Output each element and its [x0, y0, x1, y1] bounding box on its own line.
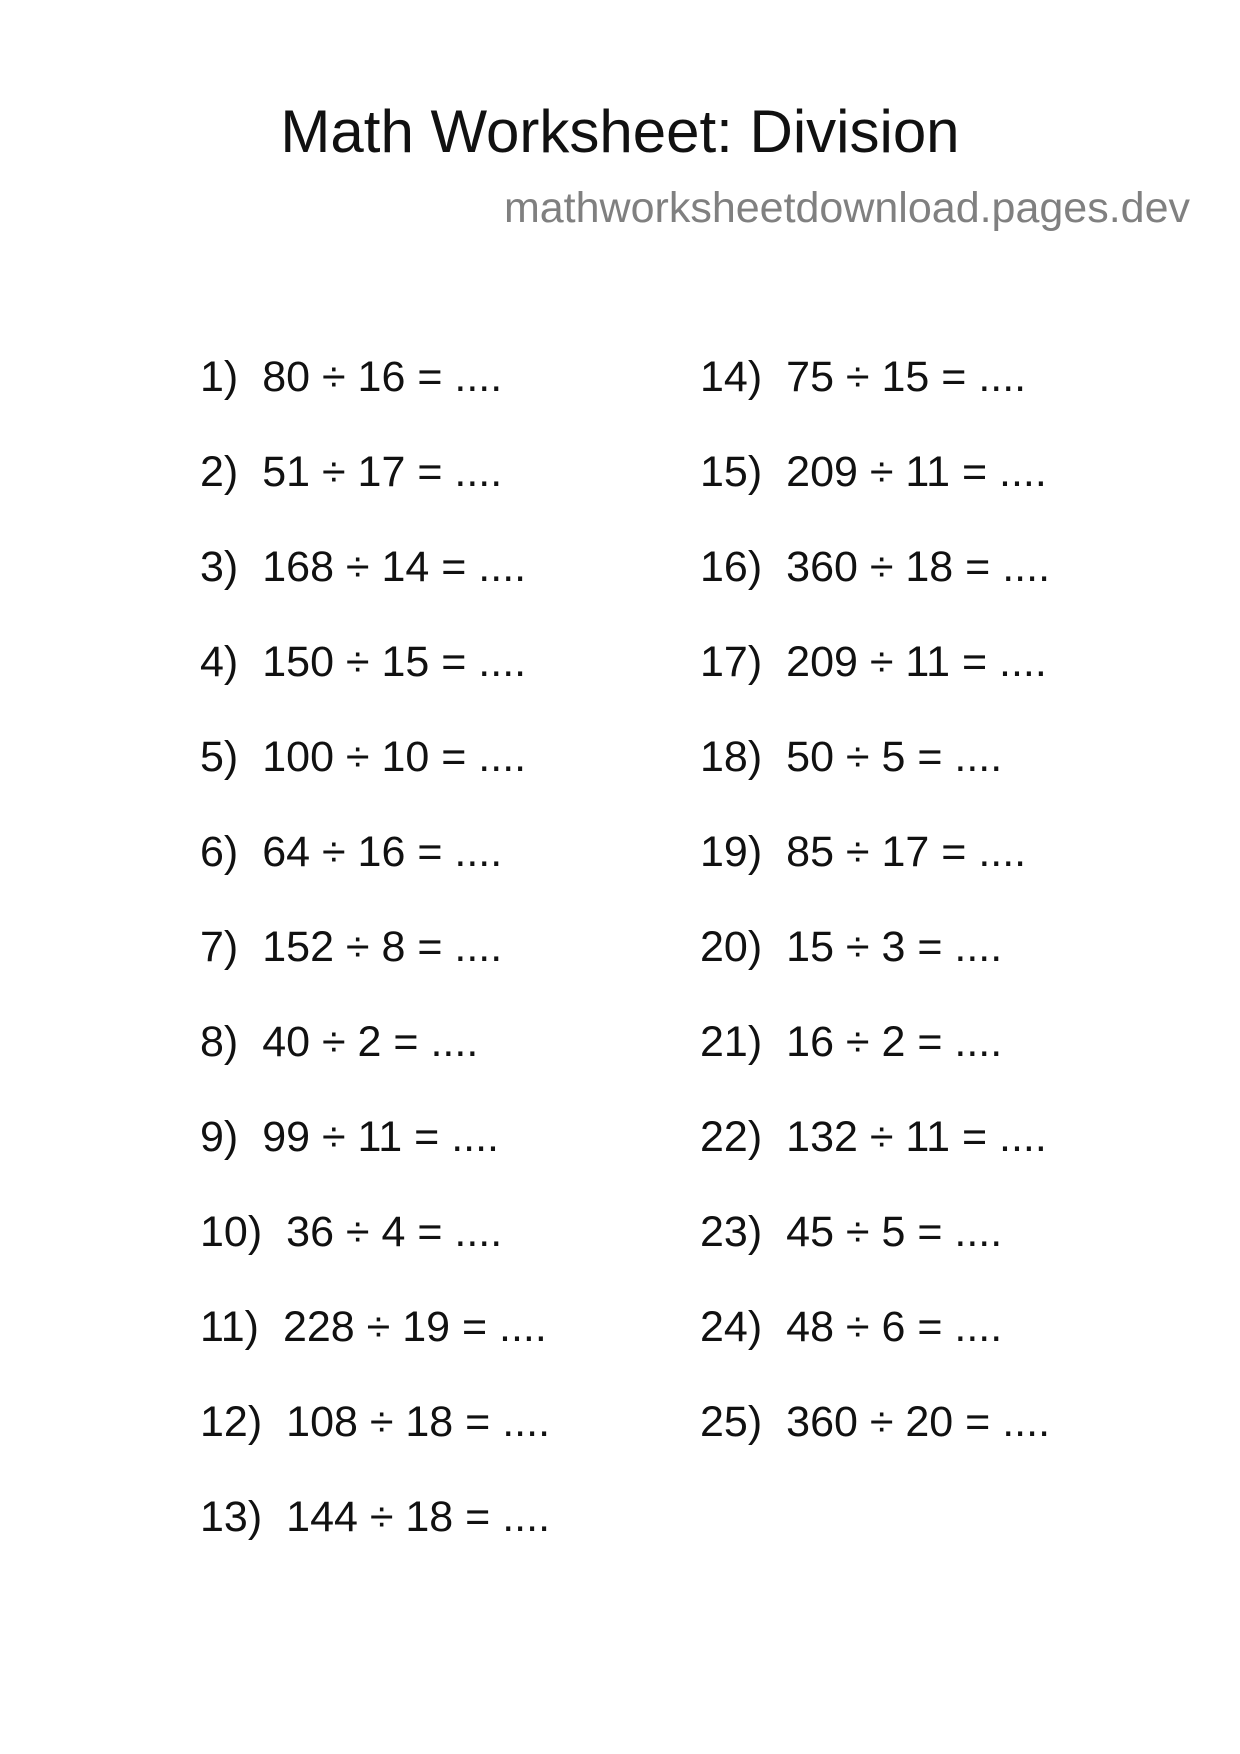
- problem-2: [200, 445, 550, 540]
- problem-number: 22): [700, 1113, 763, 1161]
- worksheet-title: Math Worksheet: Division: [280, 98, 960, 165]
- problem-expression: 209 ÷ 11 = ....: [786, 448, 1047, 496]
- problem-expression: 144 ÷ 18 = ....: [286, 1493, 551, 1541]
- problem-expression: 132 ÷ 11 = ....: [786, 1113, 1047, 1161]
- problem-expression: 16 ÷ 2 = ....: [786, 1018, 1003, 1066]
- problem-1: [200, 350, 550, 445]
- problem-expression: 85 ÷ 17 = ....: [786, 828, 1027, 876]
- problem-number: 23): [700, 1208, 763, 1256]
- problem-column-right: [700, 350, 1050, 1490]
- problem-7: [200, 920, 550, 1015]
- problem-13: [200, 1490, 550, 1585]
- problem-expression: 15 ÷ 3 = ....: [786, 923, 1003, 971]
- problem-20: [700, 920, 1050, 1015]
- problem-18: [700, 730, 1050, 825]
- problem-25: [700, 1395, 1050, 1490]
- problem-6: [200, 825, 550, 920]
- problem-number: 9): [200, 1113, 239, 1161]
- problem-expression: 64 ÷ 16 = ....: [262, 828, 503, 876]
- problem-number: 3): [200, 543, 239, 591]
- problem-expression: 80 ÷ 16 = ....: [262, 353, 503, 401]
- problem-column-left: [200, 350, 550, 1585]
- problem-17: [700, 635, 1050, 730]
- problem-expression: 51 ÷ 17 = ....: [262, 448, 503, 496]
- problem-number: 17): [700, 638, 763, 686]
- problem-number: 25): [700, 1398, 763, 1446]
- problem-11: [200, 1300, 550, 1395]
- problem-number: 10): [200, 1208, 263, 1256]
- problem-number: 12): [200, 1398, 263, 1446]
- problem-number: 1): [200, 353, 239, 401]
- problem-22: [700, 1110, 1050, 1205]
- problem-expression: 150 ÷ 15 = ....: [262, 638, 527, 686]
- problem-number: 5): [200, 733, 239, 781]
- problem-expression: 45 ÷ 5 = ....: [786, 1208, 1003, 1256]
- problem-number: 19): [700, 828, 763, 876]
- problem-expression: 36 ÷ 4 = ....: [286, 1208, 503, 1256]
- problem-expression: 360 ÷ 18 = ....: [786, 543, 1051, 591]
- problem-expression: 168 ÷ 14 = ....: [262, 543, 527, 591]
- problem-number: 14): [700, 353, 763, 401]
- problem-19: [700, 825, 1050, 920]
- problem-14: [700, 350, 1050, 445]
- problem-number: 11): [200, 1303, 259, 1351]
- problem-expression: 75 ÷ 15 = ....: [786, 353, 1027, 401]
- problem-9: [200, 1110, 550, 1205]
- problem-expression: 100 ÷ 10 = ....: [262, 733, 527, 781]
- problem-number: 15): [700, 448, 763, 496]
- problem-21: [700, 1015, 1050, 1110]
- problem-number: 6): [200, 828, 239, 876]
- problem-4: [200, 635, 550, 730]
- problem-number: 13): [200, 1493, 263, 1541]
- problem-number: 2): [200, 448, 239, 496]
- problem-number: 7): [200, 923, 239, 971]
- problem-3: [200, 540, 550, 635]
- problem-expression: 40 ÷ 2 = ....: [262, 1018, 479, 1066]
- problem-expression: 48 ÷ 6 = ....: [786, 1303, 1003, 1351]
- problem-expression: 108 ÷ 18 = ....: [286, 1398, 551, 1446]
- problem-number: 21): [700, 1018, 763, 1066]
- problem-expression: 50 ÷ 5 = ....: [786, 733, 1003, 781]
- problem-5: [200, 730, 550, 825]
- problem-expression: 228 ÷ 19 = ....: [282, 1303, 547, 1351]
- problem-number: 24): [700, 1303, 763, 1351]
- problem-expression: 360 ÷ 20 = ....: [786, 1398, 1051, 1446]
- problem-number: 18): [700, 733, 763, 781]
- problem-expression: 209 ÷ 11 = ....: [786, 638, 1047, 686]
- problem-24: [700, 1300, 1050, 1395]
- problem-15: [700, 445, 1050, 540]
- problem-number: 16): [700, 543, 763, 591]
- problem-10: [200, 1205, 550, 1300]
- problem-23: [700, 1205, 1050, 1300]
- problem-expression: 152 ÷ 8 = ....: [262, 923, 503, 971]
- problem-number: 8): [200, 1018, 239, 1066]
- problem-16: [700, 540, 1050, 635]
- problem-8: [200, 1015, 550, 1110]
- source-url: mathworksheetdownload.pages.dev: [503, 184, 1190, 232]
- problem-number: 4): [200, 638, 239, 686]
- problem-12: [200, 1395, 550, 1490]
- problem-expression: 99 ÷ 11 = ....: [262, 1113, 499, 1161]
- problem-number: 20): [700, 923, 763, 971]
